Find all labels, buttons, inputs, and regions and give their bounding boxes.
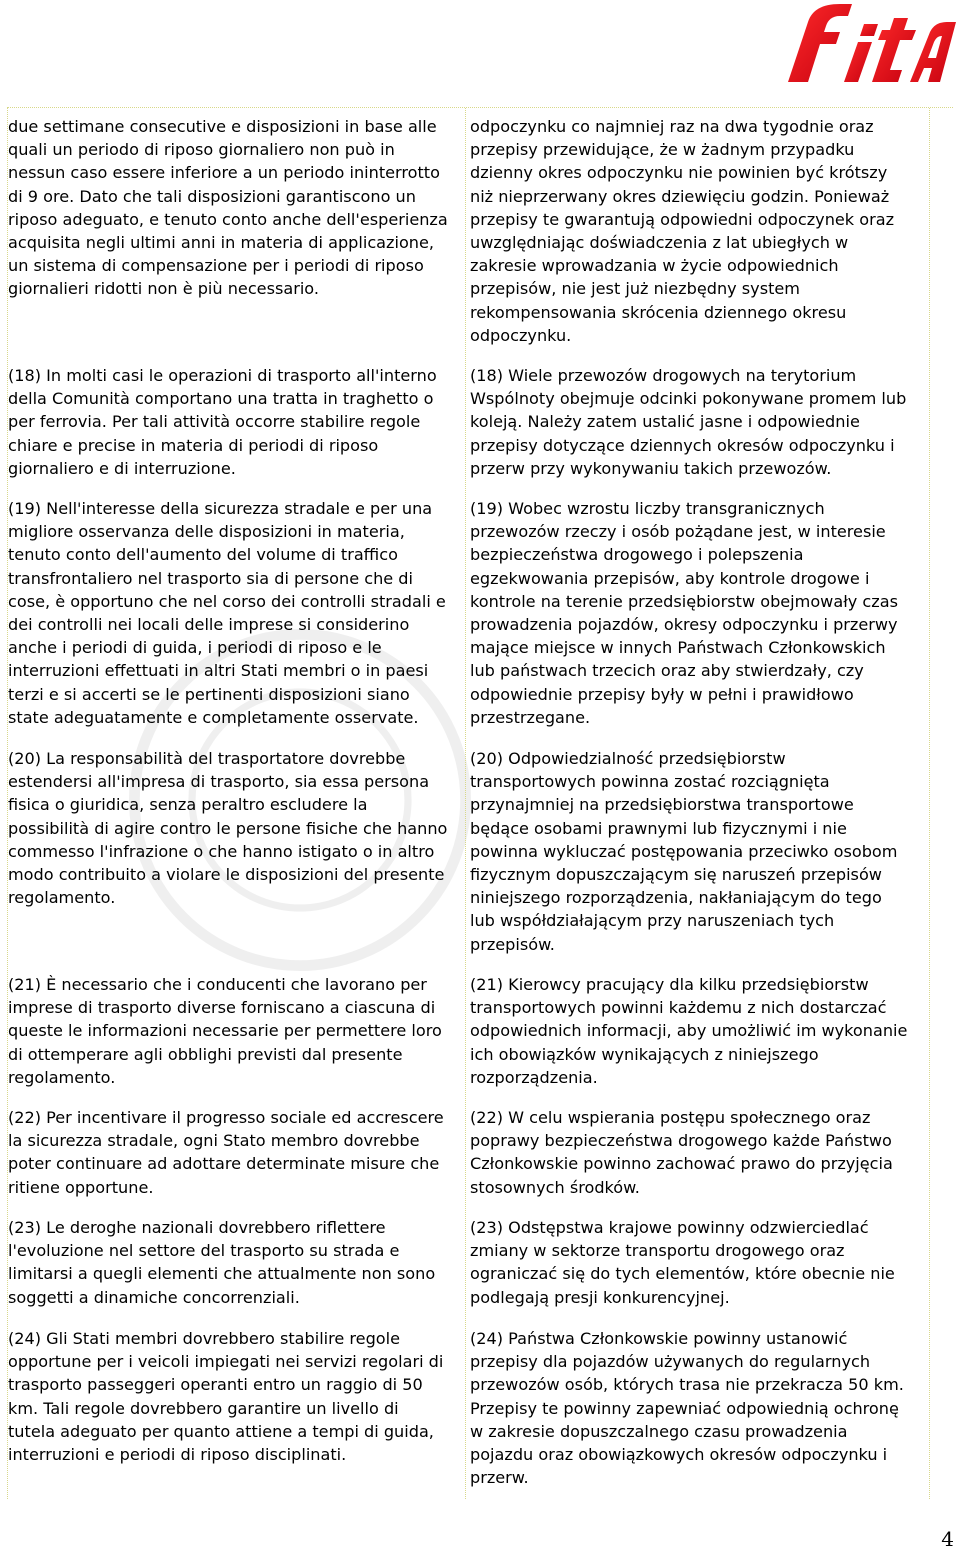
- italian-text: due settimane consecutive e disposizioni in base alle quali un periodo di riposo giornaliero non può in nessun caso essere inferiore a un periodo ininterrotto di 9 ore. Dato che tali disposizioni garantiscono un riposo adeguato, e tenuto conto anche dell'esperienza acquisita negli ultimi anni in materia di applicazione, un sistema di compensazione per i periodi di riposo giornalieri ridotti non è più necessario.: [8, 117, 448, 299]
- italian-text: (20) La responsabilità del trasportatore dovrebbe estendersi all'impresa di trasporto, sia essa persona fisica o giuridica, senza peraltro escludere la possibilità di agire contro le persone fisiche che hanno commesso l'infrazione o che hanno istigato o in altro modo contribuito a violare le disposizioni del presente regolamento.: [8, 749, 448, 908]
- italian-text: (24) Gli Stati membri dovrebbero stabilire regole opportune per i veicoli impiegati nei servizi regolari di trasporto passeggeri operanti entro un raggio di 50 km. Tali regole dovrebbero garantire un livello di tutela adeguato per quanto attiene a tempi di guida, interruzioni e periodi di riposo disciplinati.: [8, 1329, 444, 1465]
- fita-logo: [760, 2, 958, 86]
- polish-text: odpoczynku co najmniej raz na dwa tygodnie oraz przepisy przewidujące, że w żadnym przypadku dzienny okres odpoczynku nie powinien być krótszy niż nieprzerwany okres dziewięciu godzin. Ponieważ przepisy te gwarantują odpowiedni odpoczynek oraz uwzględniając doświadczenia z lat ubiegłych w zakresie wprowadzania w życie odpowiednich przepisów, nie jest już niezbędny system rekompensowania skrócenia dziennego okresu odpoczynku.: [470, 117, 895, 345]
- polish-text: (19) Wobec wzrostu liczby transgranicznych przewozów rzeczy i osób pożądane jest, w interesie bezpieczeństwa drogowego i polepszenia egzekwowania przepisów, aby kontrole drogowe i kontrole na terenie przedsiębiorstw obejmowały czas prowadzenia pojazdów, okresy odpoczynku i przerwy mające miejsce w innych Państwach Członkowskich lub państwach trzecich oraz aby stwierdzały, czy odpowiednie przepisy były w pełni i prawidłowo przestrzegane.: [470, 499, 898, 727]
- italian-text: (21) È necessario che i conducenti che lavorano per imprese di trasporto diverse forniscano a ciascuna di queste le informazioni necessarie per permettere loro di ottemperare agli obblighi previsti dal presente regolamento.: [8, 975, 442, 1087]
- italian-text: (18) In molti casi le operazioni di trasporto all'interno della Comunità comportano una tratta in traghetto o per ferrovia. Per tali attività occorre stabilire regole chiare e precise in materia di periodi di riposo giornaliero e di interruzione.: [8, 366, 437, 478]
- polish-text: (24) Państwa Członkowskie powinny ustanowić przepisy dla pojazdów używanych do regularnych przewozów osób, których trasa nie przekracza 50 km. Przepisy te powinny zapewniać odpowiednią ochronę w zakresie dopuszczalnego czasu prowadzenia pojazdu oraz obowiązkowych okresów odpoczynku i przerw.: [470, 1329, 904, 1488]
- polish-text: (23) Odstępstwa krajowe powinny odzwierciedlać zmiany w sektorze transportu drogowego oraz ograniczać się do tych elementów, które obecnie nie podlegają presji konkurencyjnej.: [470, 1218, 895, 1307]
- polish-text: (21) Kierowcy pracujący dla kilku przedsiębiorstw transportowych powinni każdemu z nich dostarczać odpowiednich informacji, aby umożliwić im wykonanie ich obowiązków wynikających z niniejszego rozporządzenia.: [470, 975, 908, 1087]
- column-border-middle: [465, 108, 466, 1499]
- polish-text: (18) Wiele przewozów drogowych na terytorium Wspólnoty obejmuje odcinki pokonywane promem lub koleją. Należy zatem ustalić jasne i odpowiednie przepisy dotyczące dziennych okresów odpoczynku i przerw przy wykonywaniu takich przewozów.: [470, 366, 907, 478]
- italian-text: (22) Per incentivare il progresso sociale ed accrescere la sicurezza stradale, ogni Stato membro dovrebbe poter continuare ad adottare determinate misure che ritiene opportune.: [8, 1108, 444, 1197]
- italian-text: (23) Le deroghe nazionali dovrebbero riflettere l'evoluzione nel settore del trasporto su strada e limitarsi a quegli elementi che attualmente non sono soggetti a dinamiche concorrenziali.: [8, 1218, 436, 1307]
- page-number: 4: [941, 1527, 954, 1551]
- polish-text: (22) W celu wspierania postępu społecznego oraz poprawy bezpieczeństwa drogowego każde Państwo Członkowskie powinno zachować prawo do przyjęcia stosownych środków.: [470, 1108, 893, 1197]
- table-top-border: [7, 107, 953, 108]
- italian-text: (19) Nell'interesse della sicurezza stradale e per una migliore osservanza delle disposizioni in materia, tenuto conto dell'aumento del volume di traffico transfrontaliero nel trasporto sia di persone che di cose, è opportuno che nel corso dei controlli stradali e dei controlli nei locali delle imprese si considerino anche i periodi di guida, i periodi di riposo e le interruzioni effettuati in altri Stati membri o in paesi terzi e si accerti se le pertinenti disposizioni siano state adeguatamente e completamente osservate.: [8, 499, 446, 727]
- polish-text: (20) Odpowiedzialność przedsiębiorstw transportowych powinna zostać rozciągnięta przynajmniej na przedsiębiorstwa transportowe będące osobami prawnymi lub fizycznymi i nie powinna wykluczać postępowania przeciwko osobom fizycznym dopuszczającym się naruszeń przepisów niniejszego rozporządzenia, nakłaniającym do tego lub współdziałającym przy naruszeniach tych przepisów.: [470, 749, 898, 954]
